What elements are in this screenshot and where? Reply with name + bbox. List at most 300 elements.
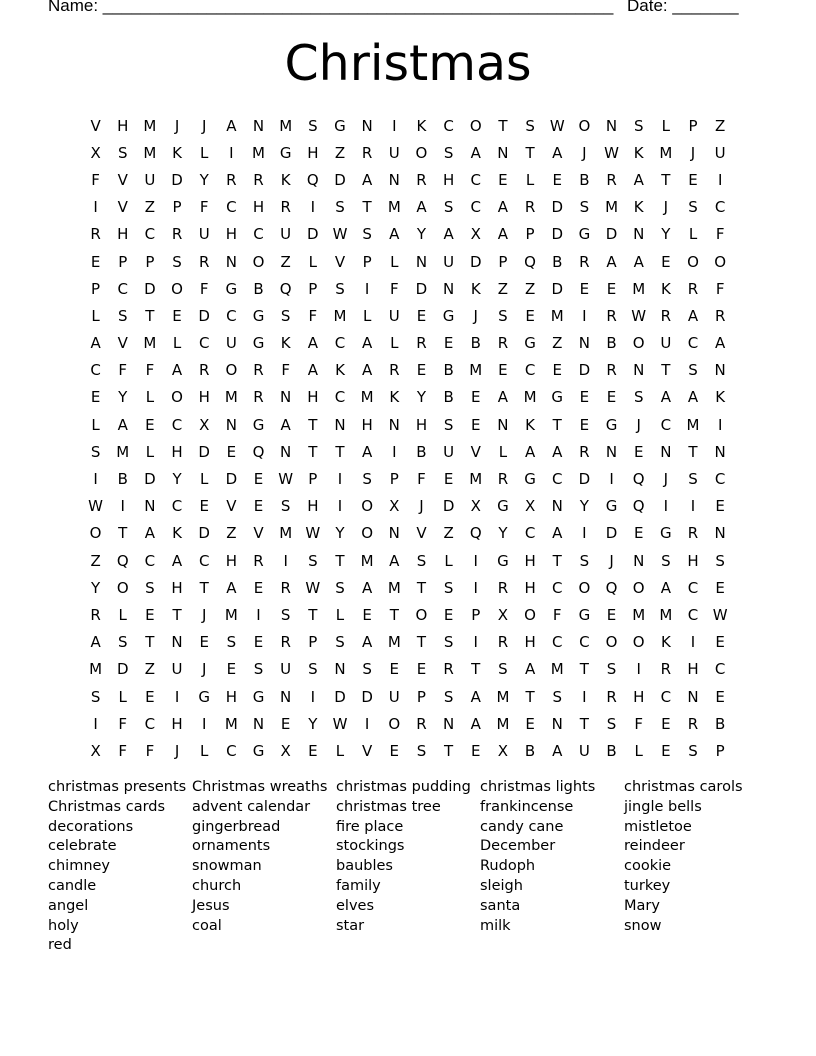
word-list-item: candy cane — [480, 818, 564, 835]
word-list-item: coal — [192, 917, 222, 934]
grid-letter: T — [552, 551, 562, 570]
grid-letter: R — [280, 578, 291, 597]
grid-letter: A — [552, 741, 563, 760]
word-list-item: star — [336, 917, 365, 934]
grid-letter: J — [582, 143, 587, 162]
grid-letter: Y — [118, 388, 128, 407]
grid-letter: V — [117, 198, 128, 217]
grid-letter: A — [362, 334, 373, 353]
grid-letter: G — [524, 334, 536, 353]
grid-letter: P — [688, 116, 698, 135]
grid-letter: X — [470, 225, 481, 244]
grid-letter: B — [552, 252, 563, 271]
grid-letter: K — [633, 143, 644, 162]
grid-letter: U — [388, 143, 400, 162]
grid-letter: A — [280, 415, 291, 434]
grid-letter: R — [687, 524, 699, 543]
grid-letter: X — [470, 497, 481, 516]
word-list-item: snow — [624, 917, 662, 934]
grid-letter: R — [524, 198, 536, 217]
grid-letter: M — [360, 388, 374, 407]
grid-letter: E — [145, 415, 155, 434]
grid-letter: K — [280, 334, 291, 353]
grid-letter: X — [524, 497, 536, 516]
grid-letter: H — [442, 170, 455, 189]
grid-letter: C — [226, 741, 237, 760]
grid-letter: R — [606, 361, 617, 380]
grid-letter: G — [551, 388, 564, 407]
grid-letter: U — [280, 225, 292, 244]
grid-letter: S — [498, 660, 508, 679]
grid-letter: V — [226, 497, 237, 516]
grid-letter: E — [389, 741, 400, 760]
grid-letter: D — [198, 306, 210, 325]
grid-letter: H — [307, 497, 319, 516]
grid-letter: I — [690, 497, 696, 516]
grid-letter: A — [90, 334, 101, 353]
grid-letter: R — [361, 143, 373, 162]
word-list-item: christmas carols — [624, 779, 743, 795]
grid-letter: P — [172, 198, 182, 217]
grid-letter: A — [117, 415, 128, 434]
word-list — [48, 778, 788, 956]
grid-letter: E — [579, 279, 590, 298]
grid-letter: G — [252, 687, 265, 706]
grid-letter: B — [470, 334, 481, 353]
grid-letter: L — [145, 388, 155, 407]
grid-letter: S — [117, 306, 128, 325]
grid-letter: C — [714, 198, 726, 217]
grid-letter: A — [552, 143, 563, 162]
grid-letter: T — [145, 306, 155, 325]
grid-letter: E — [253, 578, 264, 597]
grid-letter: R — [280, 633, 291, 652]
word-list-item: gingerbread — [192, 818, 281, 835]
grid-letter: W — [305, 578, 321, 597]
grid-letter: M — [632, 279, 646, 298]
grid-letter: R — [687, 714, 699, 733]
grid-letter: C — [687, 605, 699, 624]
grid-letter: A — [660, 578, 671, 597]
grid-letter: N — [334, 415, 346, 434]
grid-letter: Q — [252, 442, 265, 461]
grid-letter: N — [633, 361, 645, 380]
grid-letter: A — [633, 252, 644, 271]
grid-letter: A — [171, 551, 183, 570]
grid-letter: N — [415, 252, 428, 271]
grid-letter: G — [252, 741, 265, 760]
grid-letter: S — [335, 198, 345, 217]
grid-letter: S — [335, 633, 345, 652]
grid-letter: J — [201, 660, 207, 679]
grid-letter: O — [361, 524, 374, 543]
grid-letter: E — [661, 741, 671, 760]
grid-letter: H — [198, 388, 210, 407]
grid-letter: Z — [280, 252, 291, 271]
grid-letter: E — [471, 415, 481, 434]
grid-letter: P — [91, 279, 101, 298]
grid-letter: E — [253, 633, 264, 652]
grid-letter: N — [280, 687, 292, 706]
grid-letter: P — [498, 252, 508, 271]
grid-letter: Y — [416, 388, 427, 407]
grid-letter: O — [524, 605, 536, 624]
grid-letter: T — [661, 361, 671, 380]
grid-letter: T — [308, 415, 318, 434]
grid-letter: I — [582, 306, 587, 325]
grid-letter: S — [145, 578, 155, 597]
grid-letter: L — [688, 225, 698, 244]
grid-letter: L — [390, 334, 399, 353]
grid-letter: H — [171, 442, 183, 461]
grid-letter: S — [443, 143, 454, 162]
grid-letter: N — [578, 334, 590, 353]
grid-letter: S — [633, 388, 644, 407]
grid-letter: E — [715, 497, 725, 516]
grid-letter: C — [144, 714, 156, 733]
grid-letter: O — [361, 497, 374, 516]
grid-letter: P — [145, 252, 155, 271]
grid-letter: D — [551, 279, 564, 298]
grid-letter: E — [389, 660, 400, 679]
grid-letter: A — [362, 442, 373, 461]
grid-letter: L — [91, 306, 100, 325]
grid-letter: C — [144, 225, 156, 244]
grid-letter: B — [524, 741, 536, 760]
grid-letter: R — [660, 660, 672, 679]
grid-letter: H — [171, 714, 183, 733]
grid-letter: T — [308, 442, 318, 461]
grid-letter: E — [552, 361, 562, 380]
grid-letter: R — [497, 633, 509, 652]
grid-letter: R — [416, 714, 427, 733]
grid-letter: M — [333, 306, 347, 325]
grid-letter: D — [415, 279, 428, 298]
grid-letter: D — [605, 225, 618, 244]
grid-letter: B — [443, 388, 454, 407]
grid-letter: R — [416, 170, 427, 189]
word-list-item: chimney — [48, 858, 111, 875]
grid-letter: G — [497, 497, 509, 516]
grid-letter: N — [334, 660, 346, 679]
grid-letter: A — [687, 388, 699, 407]
grid-letter: M — [550, 306, 564, 325]
grid-letter: T — [172, 605, 182, 624]
grid-letter: A — [362, 633, 373, 652]
grid-letter: I — [310, 687, 316, 706]
grid-letter: I — [582, 524, 587, 543]
grid-letter: U — [144, 170, 156, 189]
word-list-item: church — [192, 877, 242, 894]
grid-letter: E — [525, 306, 535, 325]
grid-letter: O — [632, 334, 645, 353]
grid-letter: S — [688, 470, 698, 489]
grid-letter: P — [308, 279, 318, 298]
grid-letter: S — [552, 687, 562, 706]
grid-letter: H — [524, 578, 536, 597]
grid-letter: Z — [715, 116, 726, 135]
word-list-item: December — [480, 838, 556, 855]
grid-letter: S — [443, 687, 454, 706]
grid-letter: S — [308, 551, 318, 570]
grid-letter: D — [225, 470, 238, 489]
grid-letter: F — [199, 279, 209, 298]
word-list-item: sleigh — [480, 877, 523, 894]
grid-letter: C — [687, 578, 699, 597]
grid-letter: M — [143, 334, 157, 353]
grid-letter: K — [470, 279, 481, 298]
grid-letter: N — [280, 388, 292, 407]
grid-letter: K — [416, 116, 427, 135]
grid-letter: D — [171, 170, 183, 189]
grid-letter: G — [279, 143, 292, 162]
grid-letter: E — [715, 578, 725, 597]
grid-letter: M — [116, 442, 130, 461]
word-list-item: reindeer — [624, 838, 685, 855]
grid-letter: W — [549, 116, 565, 135]
grid-letter: M — [224, 605, 238, 624]
grid-letter: I — [392, 116, 397, 135]
grid-letter: H — [225, 551, 237, 570]
grid-letter: J — [609, 551, 614, 570]
grid-letter: V — [416, 524, 427, 543]
grid-letter: H — [524, 633, 536, 652]
grid-letter: D — [578, 361, 591, 380]
grid-letter: G — [252, 415, 265, 434]
grid-letter: S — [90, 442, 101, 461]
grid-letter: L — [362, 306, 372, 325]
grid-letter: T — [661, 170, 671, 189]
grid-letter: A — [362, 361, 373, 380]
grid-letter: A — [497, 198, 509, 217]
grid-letter: N — [388, 524, 400, 543]
grid-letter: J — [201, 116, 207, 135]
grid-letter: M — [89, 660, 103, 679]
grid-letter: B — [416, 442, 427, 461]
grid-letter: H — [307, 388, 319, 407]
date-field-label: Date: _______ — [627, 0, 739, 15]
grid-letter: T — [525, 143, 535, 162]
word-list-item: mistletoe — [624, 818, 692, 835]
grid-letter: N — [714, 442, 726, 461]
grid-letter: Z — [524, 279, 536, 298]
grid-letter: E — [498, 170, 508, 189]
grid-letter: M — [550, 660, 564, 679]
grid-letter: T — [579, 660, 589, 679]
grid-letter: X — [389, 497, 400, 516]
grid-letter: U — [388, 687, 400, 706]
grid-letter: E — [552, 170, 562, 189]
grid-letter: C — [579, 633, 590, 652]
grid-letter: C — [226, 306, 237, 325]
grid-letter: O — [171, 388, 183, 407]
grid-letter: D — [442, 497, 455, 516]
grid-letter: N — [144, 497, 156, 516]
grid-letter: R — [389, 361, 400, 380]
grid-letter: M — [387, 578, 401, 597]
word-list-item — [624, 936, 768, 956]
grid-letter: E — [606, 605, 617, 624]
grid-letter: N — [497, 143, 509, 162]
grid-letter: H — [225, 687, 237, 706]
grid-letter: S — [308, 116, 318, 135]
grid-letter: R — [687, 279, 699, 298]
grid-letter: Z — [226, 524, 237, 543]
grid-letter: D — [334, 687, 346, 706]
grid-letter: L — [444, 551, 453, 570]
grid-letter: C — [90, 361, 101, 380]
grid-letter: E — [90, 252, 101, 271]
grid-letter: Z — [552, 334, 563, 353]
grid-letter: T — [308, 605, 318, 624]
grid-letter: S — [416, 741, 427, 760]
grid-letter: T — [416, 633, 427, 652]
grid-letter: M — [523, 388, 537, 407]
grid-letter: U — [198, 225, 210, 244]
grid-letter: T — [525, 687, 535, 706]
grid-letter: A — [497, 225, 509, 244]
grid-letter: Q — [605, 578, 618, 597]
grid-letter: P — [389, 470, 399, 489]
grid-letter: N — [633, 551, 645, 570]
grid-letter: H — [307, 143, 319, 162]
grid-letter: E — [416, 361, 427, 380]
grid-letter: A — [524, 660, 536, 679]
grid-letter: A — [171, 361, 183, 380]
grid-letter: S — [416, 551, 427, 570]
grid-letter: E — [308, 741, 318, 760]
grid-letter: G — [497, 551, 509, 570]
grid-letter: C — [470, 198, 481, 217]
grid-letter: R — [497, 578, 509, 597]
grid-letter: G — [605, 415, 618, 434]
grid-letter: S — [715, 551, 725, 570]
grid-letter: X — [90, 143, 101, 162]
grid-letter: P — [308, 633, 318, 652]
grid-letter: F — [118, 361, 128, 380]
grid-letter: S — [308, 660, 318, 679]
grid-letter: L — [200, 470, 209, 489]
grid-letter: B — [117, 470, 128, 489]
grid-letter: A — [226, 116, 237, 135]
grid-letter: R — [90, 605, 101, 624]
grid-letter: V — [362, 741, 373, 760]
grid-letter: F — [417, 470, 426, 489]
grid-letter: F — [308, 306, 318, 325]
grid-letter: I — [120, 497, 125, 516]
word-list-item: decorations — [48, 818, 134, 835]
grid-letter: O — [605, 633, 618, 652]
grid-letter: K — [335, 361, 345, 380]
name-field-label: Name: ______________________________________________________ — [48, 0, 614, 15]
grid-letter: P — [715, 741, 725, 760]
grid-letter: F — [118, 741, 128, 760]
grid-letter: X — [90, 741, 101, 760]
grid-letter: G — [524, 470, 536, 489]
grid-letter: S — [633, 116, 644, 135]
grid-letter: E — [362, 605, 372, 624]
grid-letter: A — [606, 252, 617, 271]
grid-letter: M — [496, 687, 510, 706]
grid-letter: S — [443, 578, 454, 597]
grid-letter: C — [443, 116, 454, 135]
word-list-item: baubles — [336, 858, 393, 875]
grid-letter: C — [171, 415, 183, 434]
grid-letter: Q — [279, 279, 292, 298]
grid-letter: T — [471, 660, 481, 679]
grid-letter: N — [714, 361, 726, 380]
grid-letter: H — [687, 551, 699, 570]
grid-letter: A — [497, 388, 509, 407]
grid-letter: A — [470, 714, 481, 733]
grid-letter: I — [690, 633, 696, 652]
grid-letter: A — [90, 633, 101, 652]
grid-letter: R — [253, 170, 264, 189]
grid-letter: I — [93, 198, 98, 217]
grid-letter: D — [578, 470, 591, 489]
grid-letter: R — [606, 306, 617, 325]
grid-letter: G — [578, 225, 591, 244]
grid-letter: F — [634, 714, 644, 733]
grid-letter: S — [443, 198, 454, 217]
grid-letter: O — [632, 633, 645, 652]
grid-letter: E — [443, 605, 454, 624]
grid-letter: R — [606, 170, 617, 189]
grid-letter: R — [497, 334, 509, 353]
grid-letter: Q — [632, 470, 645, 489]
grid-letter: C — [198, 551, 210, 570]
grid-letter: T — [389, 605, 399, 624]
grid-letter: M — [605, 198, 619, 217]
grid-letter: T — [362, 198, 372, 217]
grid-letter: J — [201, 605, 207, 624]
grid-letter: M — [224, 714, 238, 733]
grid-letter: H — [252, 198, 265, 217]
grid-letter: F — [552, 605, 562, 624]
grid-letter: V — [470, 442, 481, 461]
grid-letter: F — [118, 714, 128, 733]
grid-letter: W — [305, 524, 321, 543]
grid-letter: E — [661, 714, 671, 733]
grid-letter: W — [712, 605, 728, 624]
grid-letter: L — [661, 116, 671, 135]
grid-letter: U — [714, 143, 726, 162]
grid-letter: X — [199, 415, 210, 434]
grid-letter: M — [659, 143, 673, 162]
grid-letter: R — [226, 170, 237, 189]
word-list-item: Rudoph — [480, 858, 536, 875]
grid-letter: E — [443, 334, 454, 353]
grid-letter: I — [174, 687, 180, 706]
grid-letter: Y — [498, 524, 508, 543]
grid-letter: B — [443, 361, 454, 380]
page-title: Christmas — [284, 35, 532, 92]
grid-letter: R — [443, 660, 454, 679]
grid-letter: O — [714, 252, 727, 271]
grid-letter: T — [498, 116, 508, 135]
grid-letter: I — [93, 714, 98, 733]
grid-letter: Q — [306, 170, 319, 189]
grid-letter: D — [307, 225, 319, 244]
grid-letter: A — [389, 225, 400, 244]
grid-letter: J — [174, 741, 180, 760]
grid-letter: M — [387, 198, 401, 217]
grid-letter: A — [226, 578, 237, 597]
grid-letter: E — [633, 524, 644, 543]
grid-letter: N — [171, 633, 183, 652]
grid-letter: B — [579, 170, 590, 189]
grid-letter: S — [280, 497, 291, 516]
